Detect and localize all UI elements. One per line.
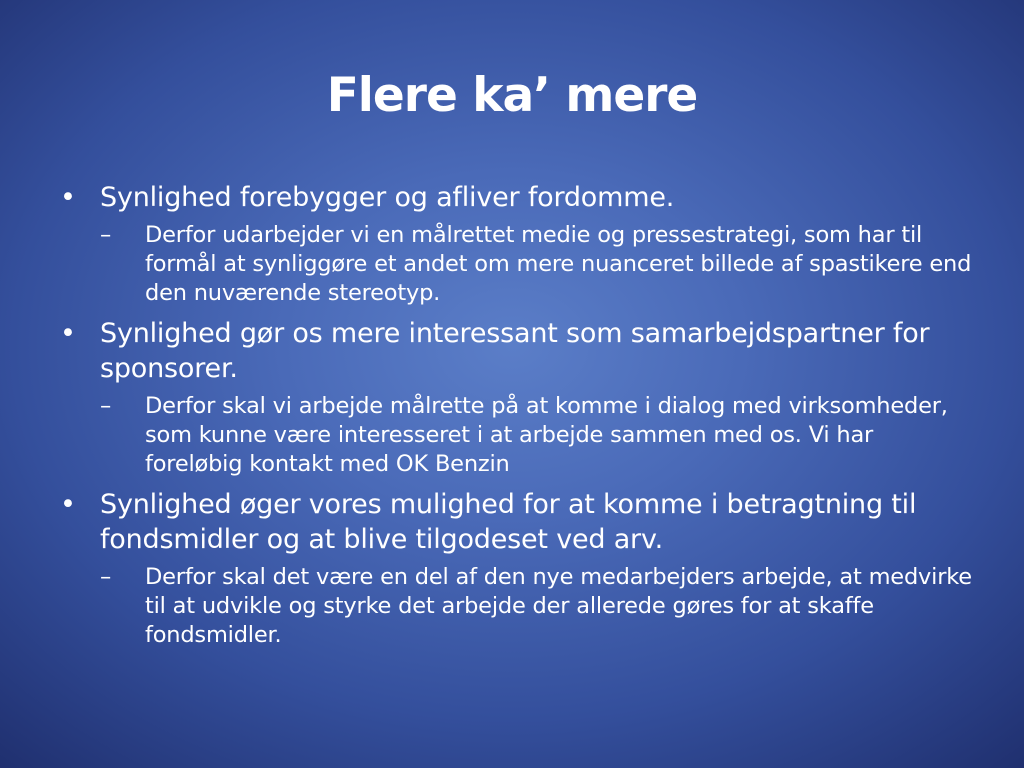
sub-bullet-text: Derfor skal vi arbejde målrette på at komme i dialog med virksomheder, som kunne være interesseret i at arbejde sammen med os. Vi har foreløbig kontakt med OK Benzin	[145, 393, 948, 477]
sub-bullet-item	[100, 563, 976, 650]
bullet-item	[56, 180, 976, 215]
sub-bullet-item	[100, 392, 976, 479]
dash-icon: –	[100, 393, 112, 419]
bullet-icon: •	[60, 489, 76, 520]
bullet-text: Synlighed gør os mere interessant som samarbejdspartner for sponsorer.	[100, 318, 930, 384]
sub-bullet-text: Derfor skal det være en del af den nye medarbejders arbejde, at medvirke til at udvikle og styrke det arbejde der allerede gøres for at skaffe fondsmidler.	[145, 564, 972, 648]
dash-icon: –	[100, 564, 112, 590]
bullet-item	[56, 316, 976, 386]
bullet-text: Synlighed forebygger og afliver fordomme.	[100, 182, 675, 213]
sub-bullet-item	[100, 221, 976, 308]
slide-title: Flere ka’ mere	[326, 68, 698, 123]
bullet-text: Synlighed øger vores mulighed for at komme i betragtning til fondsmidler og at blive tilgodeset ved arv.	[100, 489, 917, 555]
slide-body	[56, 180, 976, 658]
dash-icon: –	[100, 222, 112, 248]
bullet-icon: •	[60, 182, 76, 213]
bullet-icon: •	[60, 318, 76, 349]
sub-bullet-text: Derfor udarbejder vi en målrettet medie og pressestrategi, som har til formål at synliggøre et andet om mere nuanceret billede af spastikere end den nuværende stereotyp.	[145, 222, 972, 306]
bullet-item	[56, 487, 976, 557]
